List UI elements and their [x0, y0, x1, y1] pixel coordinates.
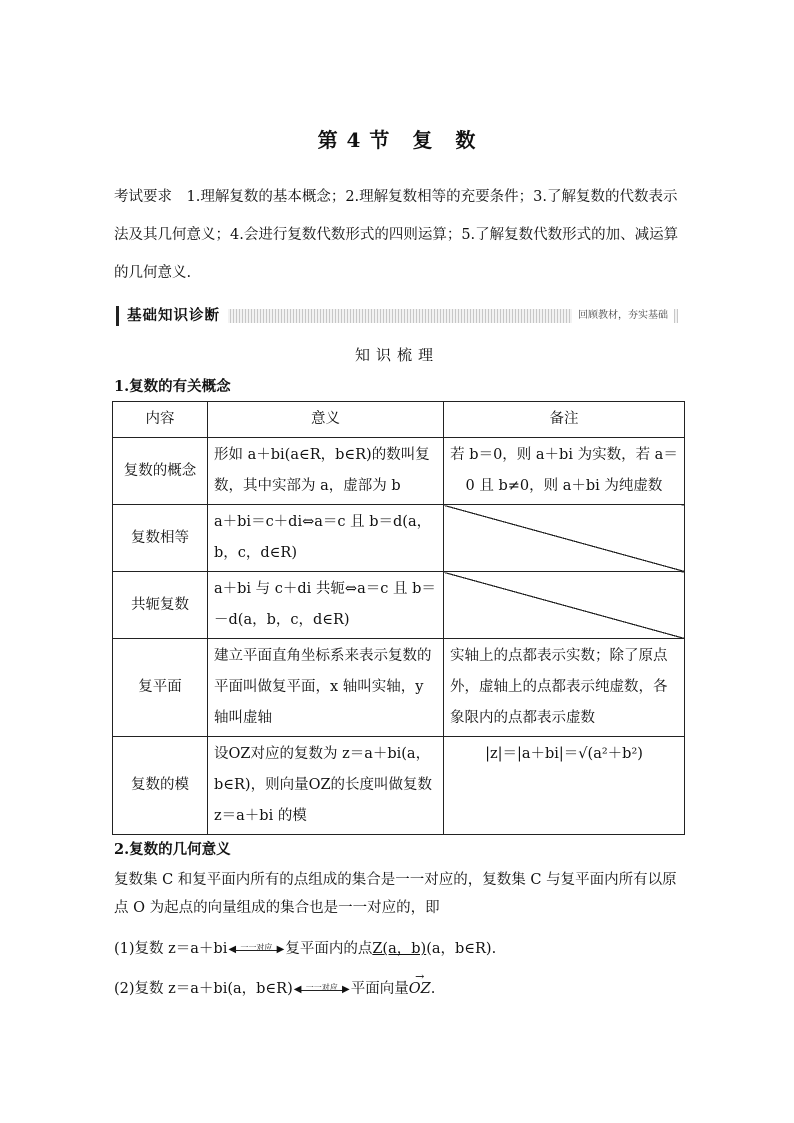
- row-meaning: 设OZ对应的复数为 z＝a＋bi(a，b∈R)，则向量OZ的长度叫做复数 z＝a＋bi 的模: [208, 737, 444, 835]
- correspondence-item-2: (2)复数 z＝a＋bi(a，b∈R) 一一对应 ◀ ▶ 平面向量→ OZ.: [114, 975, 689, 1003]
- table-row: [113, 572, 685, 639]
- section-banner: [116, 306, 678, 326]
- section-heading-2: 2.复数的几何意义: [114, 841, 231, 858]
- double-arrow-icon: 一一对应 ◀ ▶: [293, 983, 350, 995]
- section-heading-1: 1.复数的有关概念: [114, 378, 231, 395]
- row-meaning: a＋bi＝c＋di⇔a＝c 且 b＝d(a，b，c，d∈R): [208, 505, 444, 572]
- row-note: 若 b＝0，则 a＋bi 为实数，若 a＝0 且 b≠0，则 a＋bi 为纯虚数: [444, 438, 685, 505]
- vector-oz: → OZ: [409, 975, 431, 1003]
- geometry-paragraph: 复数集 C 和复平面内所有的点组成的集合是一一对应的，复数集 C 与复平面内所有以原点 O 为起点的向量组成的集合也是一一对应的，即: [114, 872, 677, 916]
- banner-title: 基础知识诊断: [116, 306, 228, 326]
- table-header: 意义: [208, 402, 444, 438]
- table-row: [113, 639, 685, 737]
- row-name: 复数的概念: [113, 438, 208, 505]
- page-title: 第 4 节 复 数: [317, 128, 477, 152]
- table-row: [113, 438, 685, 505]
- double-arrow-icon: 一一对应 ◀ ▶: [228, 943, 285, 955]
- row-name: 共轭复数: [113, 572, 208, 639]
- row-name: 复数的模: [113, 737, 208, 835]
- row-meaning: a＋bi 与 c＋di 共轭⇔a＝c 且 b＝－d(a，b，c，d∈R): [208, 572, 444, 639]
- section-subtitle: 知识梳理: [354, 346, 439, 364]
- row-note-empty: [444, 505, 685, 572]
- row-meaning: 建立平面直角坐标系来表示复数的平面叫做复平面，x 轴叫实轴，y 轴叫虚轴: [208, 639, 444, 737]
- correspondence-item-1: (1)复数 z＝a＋bi 一一对应 ◀ ▶ 复平面内的点Z(a，b)(a，b∈R).: [114, 941, 497, 957]
- exam-requirements: 考试要求 1.理解复数的基本概念；2.理解复数相等的充要条件；3.了解复数的代数表示法及其几何意义；4.会进行复数代数形式的四则运算；5.了解复数代数形式的加、减运算的几何意义.: [114, 189, 679, 281]
- table-header-row: [113, 402, 685, 438]
- row-note-empty: [444, 572, 685, 639]
- table-header: 备注: [444, 402, 685, 438]
- banner-subtitle: 回顾教材，夯实基础: [572, 308, 674, 324]
- row-name: 复数相等: [113, 505, 208, 572]
- table-row: [113, 737, 685, 835]
- row-meaning: 形如 a＋bi(a∈R，b∈R)的数叫复数，其中实部为 a，虚部为 b: [208, 438, 444, 505]
- row-note: |z|＝|a＋bi|＝√(a²＋b²): [444, 737, 685, 835]
- concept-table: [112, 401, 685, 835]
- row-name: 复平面: [113, 639, 208, 737]
- table-header: 内容: [113, 402, 208, 438]
- table-row: [113, 505, 685, 572]
- row-note: 实轴上的点都表示实数；除了原点外，虚轴上的点都表示纯虚数，各象限内的点都表示虚数: [444, 639, 685, 737]
